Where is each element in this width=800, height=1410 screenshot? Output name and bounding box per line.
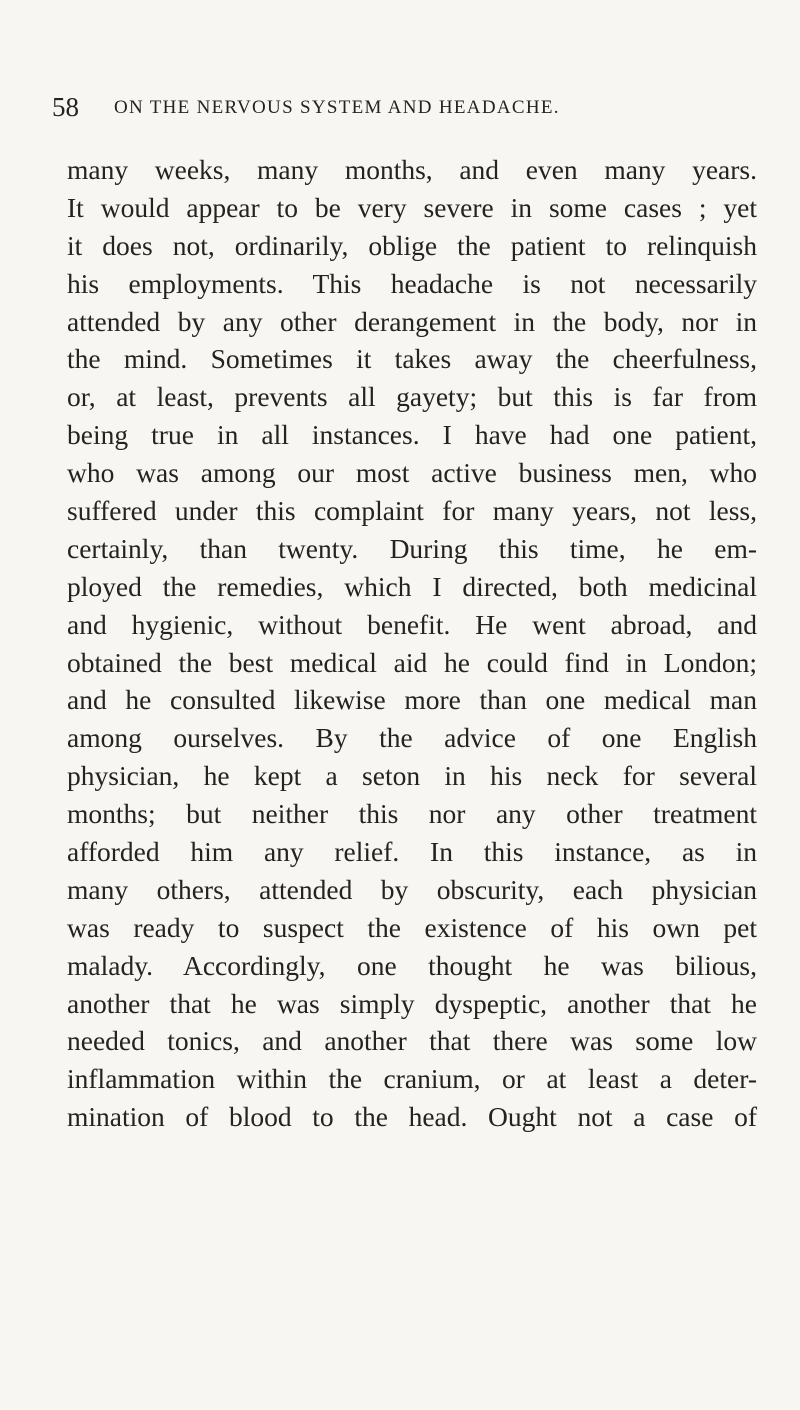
text-line: needed tonics, and another that there was some low [67, 1025, 757, 1057]
text-line: being true in all instances. I have had one patient, [67, 419, 757, 451]
text-line: many weeks, many months, and even many years. [67, 154, 757, 185]
page-number: 58 [52, 92, 79, 122]
text-line: certainly, than twenty. During this time, he em- [67, 532, 757, 564]
text-line: and he consulted likewise more than one medical man [67, 684, 757, 716]
text-line: afforded him any relief. In this instance, as in [67, 836, 757, 868]
text-line: and hygienic, without benefit. He went abroad, and [67, 608, 757, 640]
text-line: mination of blood to the head. Ought not a case of [67, 1101, 757, 1133]
text-line: among ourselves. By the advice of one English [67, 722, 757, 754]
text-line: it does not, ordinarily, oblige the patient to relinquish [67, 229, 757, 261]
text-line: suffered under this complaint for many years, not less, [67, 495, 757, 527]
text-line: the mind. Sometimes it takes away the cheerfulness, [67, 343, 757, 375]
text-line: obtained the best medical aid he could find in London; [67, 646, 757, 678]
text-line: was ready to suspect the existence of his own pet [67, 911, 757, 943]
text-line: physician, he kept a seton in his neck for several [67, 760, 757, 792]
text-line: or, at least, prevents all gayety; but this is far from [67, 381, 757, 413]
page-header [52, 92, 752, 122]
text-line: malady. Accordingly, one thought he was bilious, [67, 949, 757, 981]
text-line: It would appear to be very severe in some cases ; yet [67, 191, 757, 223]
text-line: attended by any other derangement in the body, nor in [67, 305, 757, 337]
text-line: who was among our most active business men, who [67, 457, 757, 489]
text-line: another that he was simply dyspeptic, another that he [67, 987, 757, 1019]
text-line: months; but neither this nor any other treatment [67, 798, 757, 830]
text-line: ployed the remedies, which I directed, both medicinal [67, 570, 757, 602]
text-line: inflammation within the cranium, or at least a deter- [67, 1063, 757, 1095]
text-line: his employments. This headache is not necessarily [67, 267, 757, 299]
text-line: many others, attended by obscurity, each physician [67, 873, 757, 905]
body-text [67, 151, 757, 1136]
running-head: ON THE NERVOUS SYSTEM AND HEADACHE. [114, 97, 560, 118]
